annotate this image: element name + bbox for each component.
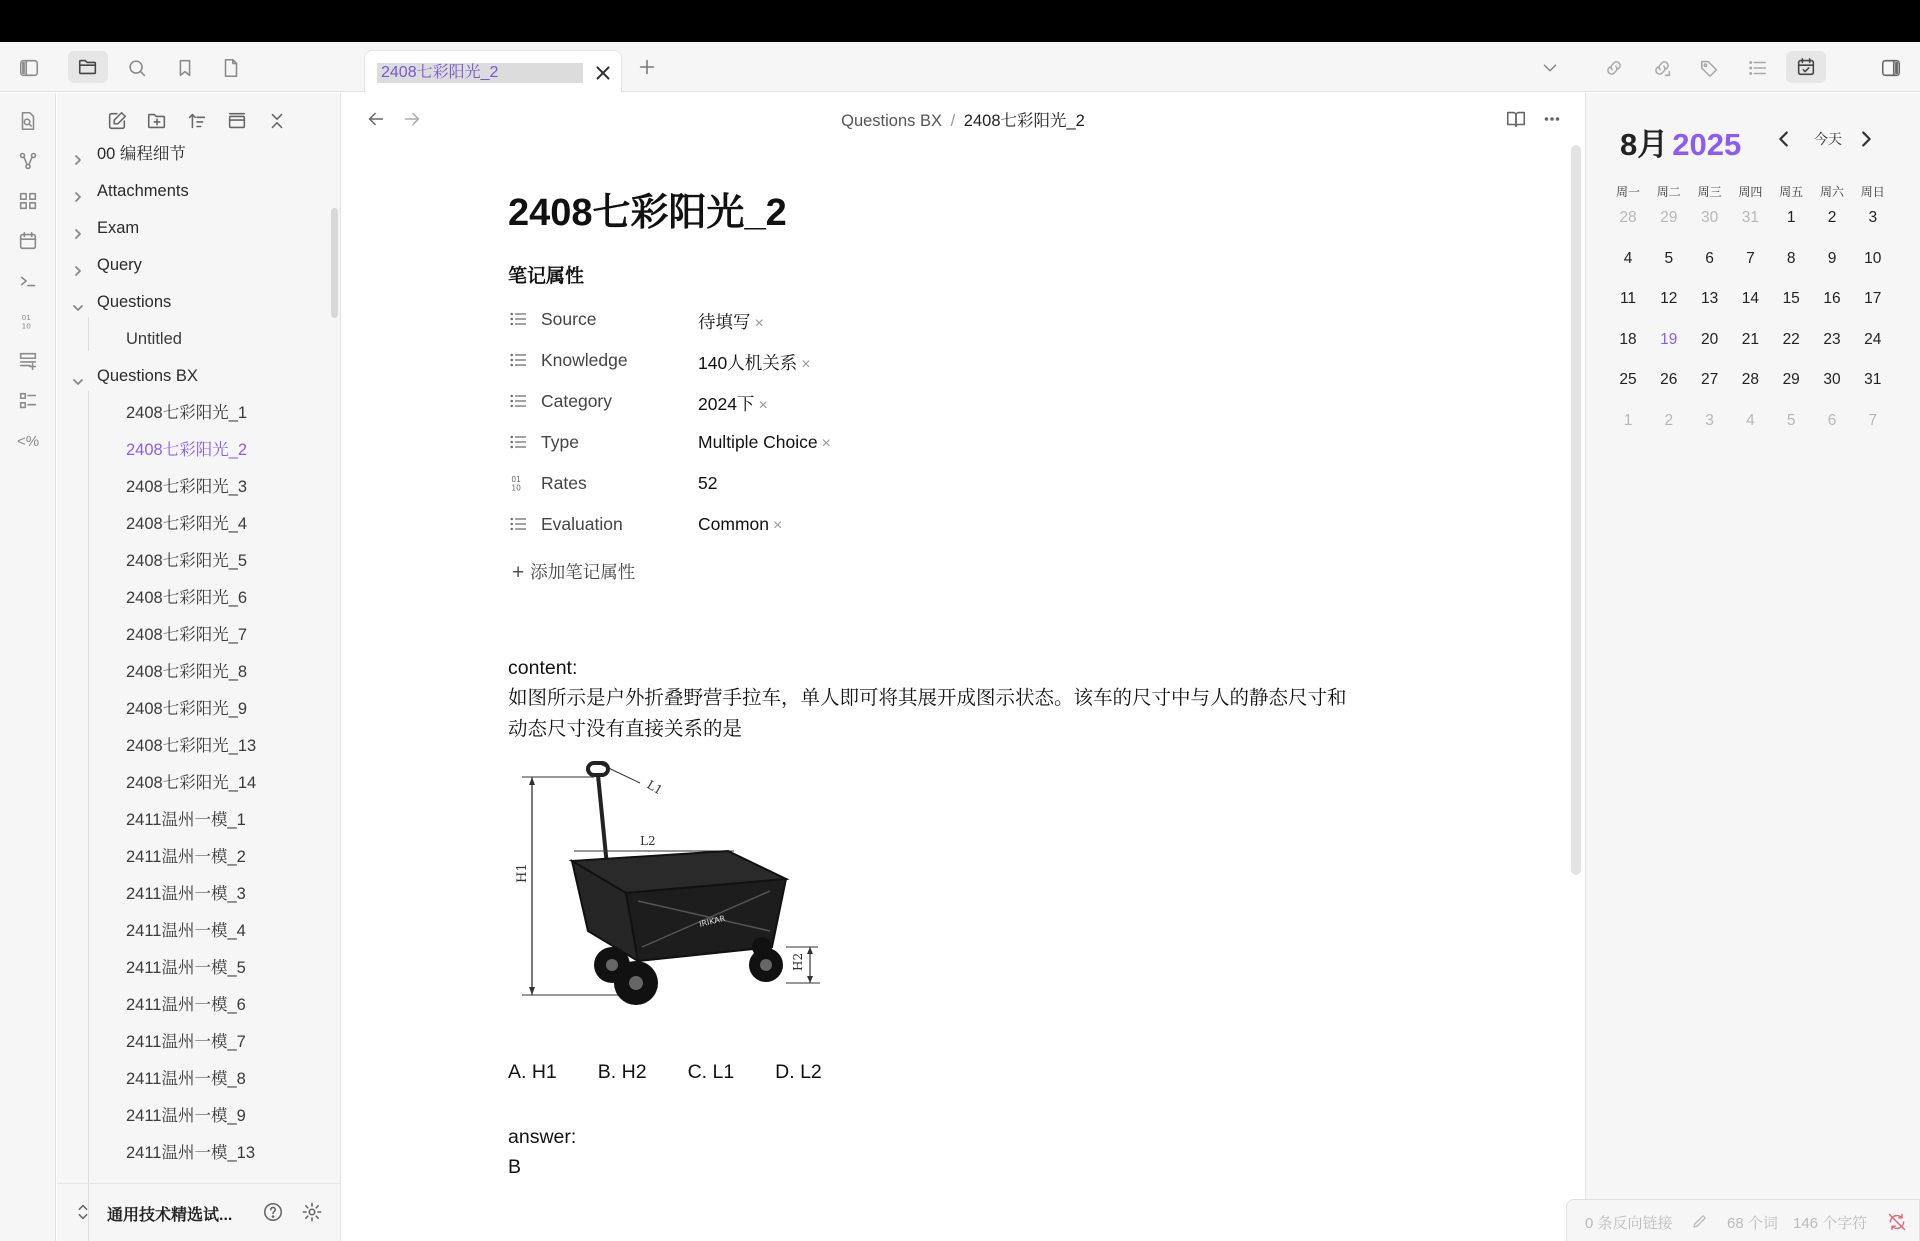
system-top-bar [0,0,1920,42]
calendar-day[interactable]: 30 [1700,209,1719,226]
calendar-day[interactable]: 6 [1705,249,1714,267]
file-item[interactable]: 2411温州一模_13 [126,1144,256,1162]
svg-text:H2: H2 [791,952,805,971]
calendar-day[interactable]: 3 [1705,412,1714,429]
property-value[interactable]: 140人机关系 × [698,353,811,373]
editor-scrollbar[interactable] [1571,145,1581,875]
new-tab-plus-icon[interactable] [632,52,662,82]
backlinks-icon[interactable] [1600,54,1628,82]
remove-value-icon[interactable]: × [754,315,764,332]
property-key[interactable]: Evaluation [541,514,623,534]
breadcrumb-note[interactable]: 2408七彩阳光_2 [963,112,1085,130]
calendar-day[interactable]: 28 [1741,371,1760,389]
canvas-grid-icon[interactable] [14,187,42,215]
properties-heading: 笔记属性 [508,266,585,287]
property-key[interactable]: Rates [541,473,587,493]
calendar-day[interactable]: 2 [1827,209,1837,226]
property-row[interactable] [508,428,1108,458]
file-item[interactable]: 2408七彩阳光_3 [126,478,248,496]
folding-wagon-figure [508,751,838,1013]
calendar-weekday: 周四 [1738,185,1763,199]
calendar-day[interactable]: 30 [1823,371,1841,389]
open-quick-switcher-icon[interactable] [14,107,42,135]
close-tab-icon[interactable] [591,61,615,85]
answer-label: answer: [508,1126,577,1148]
calendar-day[interactable]: 10 [1864,249,1882,267]
answer-options [508,1061,863,1084]
calendar-day[interactable]: 14 [1741,290,1760,308]
property-key[interactable]: Knowledge [541,350,628,370]
calendar-day[interactable]: 21 [1741,330,1760,348]
property-value[interactable]: 2024下 × [698,394,768,414]
calendar-day[interactable]: 2 [1664,412,1674,429]
collapse-all-icon[interactable] [263,107,291,135]
calendar-view-icon[interactable] [1786,51,1826,83]
today-button[interactable]: 今天 [1814,131,1842,147]
sync-off-icon[interactable] [1885,1210,1909,1234]
property-key[interactable]: Category [541,391,613,411]
calendar-day[interactable]: 20 [1700,330,1719,348]
number-sort-icon[interactable] [14,307,42,335]
calendar-day[interactable]: 22 [1782,330,1800,348]
svg-text:H1: H1 [515,863,530,883]
file-explorer: 00 编程细节 Attachments Exam Query Questions Untitled Questions BX 2408七彩阳光_1 2408七彩阳光_2 2408七彩阳光_3 2408七彩阳光_4 2408七彩阳光_5 2408七彩阳光_6 2408七彩阳光_7 2408七彩阳光_8 2408七彩阳光_9 2408七彩阳光_13 2408七彩阳光_14 2411温州一模_1 2411温州一模_2 2411温州一模_3 2411温州一模_4 2411温州一模_5 2411温州一模_6 2411温州一模_7 2411温州一模_8 2411温州一模_9 2411温州一模_13 通用技术精选试... [57,93,341,1241]
svg-text:L2: L2 [640,834,656,848]
list-icon [508,391,530,413]
svg-text:L1: L1 [644,777,666,798]
svg-text:10: 10 [21,321,31,331]
character-count: 146 个字符 [1793,1215,1868,1232]
calendar-day[interactable]: 4 [1746,412,1755,429]
question-line-1: 如图所示是户外折叠野营手拉车，单人即可将其展开成图示状态。该车的尺寸中与人的静态尺寸和 [508,687,1347,709]
vault-name: 通用技术精选试... [107,1207,233,1224]
chevron-right-icon [71,147,85,161]
help-icon[interactable] [260,1199,286,1225]
calendar-day[interactable]: 9 [1827,249,1837,267]
settings-gear-icon[interactable] [299,1199,325,1225]
chevron-right-icon [71,221,85,235]
new-note-icon[interactable] [103,107,131,135]
calendar-day[interactable]: 15 [1782,290,1800,308]
property-value[interactable]: Multiple Choice × [698,432,831,452]
property-key[interactable]: Source [541,309,597,329]
note-title[interactable]: 2408七彩阳光_2 [508,192,787,234]
calendar-day[interactable]: 27 [1700,371,1719,389]
calendar-weekday: 周五 [1779,185,1804,199]
tab-list-chevron-down-icon[interactable] [1536,54,1564,82]
property-value[interactable]: 52 [698,473,718,493]
chevron-right-icon [71,258,85,272]
bookmark-icon[interactable] [170,54,200,82]
calendar-month-year: 8月 2025 [1620,127,1742,162]
calendar-day[interactable]: 5 [1786,412,1796,429]
vault-switcher[interactable] [57,1183,341,1241]
file-item[interactable]: 2411温州一模_8 [126,1070,246,1088]
file-item[interactable]: 2408七彩阳光_4 [126,515,248,533]
calendar-day[interactable]: 28 [1619,209,1637,226]
templates-icon[interactable] [14,347,42,375]
remove-value-icon[interactable]: × [801,356,811,373]
calendar-day[interactable]: 29 [1782,371,1800,389]
calendar-day[interactable]: 13 [1700,290,1719,308]
word-count: 68 个词 [1727,1215,1778,1232]
sort-order-icon[interactable] [183,107,211,135]
previous-month-chevron-left-icon[interactable] [1772,127,1796,151]
answer-value: B [508,1156,522,1178]
option-c: C. L1 [687,1061,735,1083]
file-item[interactable]: 2411温州一模_2 [126,848,246,866]
task-list-icon[interactable] [14,387,42,415]
outline-icon[interactable] [1744,54,1772,82]
calendar-day[interactable]: 1 [1786,209,1796,226]
calendar-weekday: 周三 [1697,185,1722,199]
right-sidebar-calendar [1585,93,1920,1241]
file-item[interactable]: 2408七彩阳光_14 [126,774,257,792]
chevron-down-icon [71,295,85,309]
calendar-day[interactable]: 24 [1864,330,1882,348]
graph-view-icon[interactable] [14,147,42,175]
remove-value-icon[interactable]: × [821,435,831,452]
left-ribbon [0,93,56,1241]
tab-title: 2408七彩阳光_2 [377,63,583,83]
file-item[interactable]: 2408七彩阳光_7 [126,626,248,644]
next-month-chevron-right-icon[interactable] [1854,127,1878,151]
list-icon [508,350,530,372]
toggle-left-sidebar-icon[interactable] [14,54,44,82]
remove-value-icon[interactable]: × [773,517,783,534]
question-line-2: 动态尺寸没有直接关系的是 [508,718,743,740]
new-folder-icon[interactable] [143,107,171,135]
property-row[interactable] [508,387,1108,417]
file-item[interactable]: 2411温州一模_4 [126,922,246,940]
backlinks-count[interactable]: 0 条反向链接 [1585,1215,1673,1232]
calendar-day[interactable]: 29 [1660,209,1678,226]
calendar-day[interactable]: 5 [1664,249,1674,267]
property-row[interactable] [508,510,1108,540]
calendar-day[interactable]: 7 [1746,249,1755,267]
calendar-day[interactable]: 1 [1623,412,1633,429]
calendar-day[interactable]: 25 [1619,371,1637,389]
calendar-weekday: 周六 [1819,185,1844,199]
status-bar [1566,1199,1920,1241]
file-item[interactable]: 2408七彩阳光_8 [126,663,248,681]
property-key[interactable]: Type [541,432,579,452]
calendar-weekday: 周一 [1615,185,1640,199]
add-property-button[interactable]: + 添加笔记属性 [512,561,636,584]
calendar-weekday: 周日 [1860,185,1885,199]
option-d: D. L2 [775,1061,822,1083]
calendar-day[interactable]: 26 [1660,371,1678,389]
property-row[interactable] [508,346,1108,376]
file-item[interactable]: 2408七彩阳光_5 [126,552,248,570]
breadcrumb-folder[interactable]: Questions BX [841,112,943,130]
property-value[interactable]: 待填写 × [698,312,764,332]
property-row[interactable] [508,305,1108,335]
daily-note-calendar-icon[interactable] [14,227,42,255]
svg-text:10: 10 [511,483,521,493]
tags-icon[interactable] [1696,54,1724,82]
plus-icon: + [512,561,525,584]
svg-text:01: 01 [511,475,521,485]
calendar-day[interactable]: 4 [1623,249,1633,267]
calendar-day[interactable]: 8 [1786,249,1796,267]
auto-reveal-icon[interactable] [223,107,251,135]
calendar-day[interactable]: 18 [1619,330,1637,348]
list-icon [508,309,530,331]
breadcrumb: Questions BX / 2408七彩阳光_2 [841,112,1085,130]
content-label: content: [508,657,578,679]
remove-value-icon[interactable]: × [758,397,768,414]
calendar-day[interactable]: 31 [1741,209,1760,226]
file-item[interactable]: 2408七彩阳光_2 [126,441,248,459]
option-a: A. H1 [508,1061,557,1083]
svg-text:01: 01 [21,313,31,323]
reading-view-book-icon[interactable] [1502,105,1530,133]
editor-pane [342,93,1584,1241]
templater-percent-icon[interactable]: <% [16,432,40,450]
list-icon [508,514,530,536]
file-item[interactable]: 2411温州一模_9 [126,1107,246,1125]
property-row[interactable] [508,469,1108,499]
file-item[interactable]: 2411温州一模_3 [126,885,246,903]
calendar-day[interactable]: 3 [1868,209,1878,226]
file-item[interactable]: 2408七彩阳光_6 [126,589,248,607]
svg-text:IRIKAR: IRIKAR [698,913,727,929]
calendar-day[interactable]: 7 [1868,412,1878,429]
files-folder-icon[interactable] [68,51,108,83]
calendar-day[interactable]: 23 [1823,330,1841,348]
list-icon [508,432,530,454]
search-icon[interactable] [122,54,152,82]
outgoing-links-icon[interactable] [1648,54,1676,82]
calendar-day[interactable]: 16 [1823,290,1841,308]
file-item[interactable]: 2408七彩阳光_13 [126,737,257,755]
more-options-icon[interactable] [1538,105,1566,133]
file-item[interactable]: 2411温州一模_6 [126,996,246,1014]
page-icon[interactable] [216,54,246,82]
file-item[interactable]: 2408七彩阳光_9 [126,700,248,718]
file-item[interactable]: 2411温州一模_7 [126,1033,246,1051]
calendar-day[interactable]: 6 [1827,412,1837,429]
edit-pencil-icon[interactable] [1689,1210,1711,1232]
calendar-weekday: 周二 [1656,185,1681,199]
command-palette-icon[interactable] [14,267,42,295]
calendar-day[interactable]: 11 [1619,290,1637,308]
file-item[interactable]: 2408七彩阳光_1 [126,404,248,422]
calendar-day[interactable]: 17 [1864,290,1882,308]
toggle-right-sidebar-icon[interactable] [1876,54,1906,82]
file-item[interactable]: 2411温州一模_1 [126,811,246,829]
tab-active-note[interactable] [364,50,622,93]
chevron-down-icon [71,369,85,383]
file-untitled[interactable]: Untitled [126,330,182,348]
number-icon [508,473,530,495]
calendar-day[interactable]: 12 [1660,290,1678,308]
option-b: B. H2 [597,1061,647,1083]
chevron-right-icon [71,184,85,198]
file-item[interactable]: 2411温州一模_5 [126,959,246,977]
explorer-scrollbar[interactable] [331,208,338,318]
calendar-day[interactable]: 19 [1660,330,1678,348]
tab-bar [0,42,1920,92]
vault-switch-chevrons-icon[interactable] [71,1200,95,1224]
calendar-day[interactable]: 31 [1864,371,1882,389]
property-value[interactable]: Common × [698,514,783,534]
